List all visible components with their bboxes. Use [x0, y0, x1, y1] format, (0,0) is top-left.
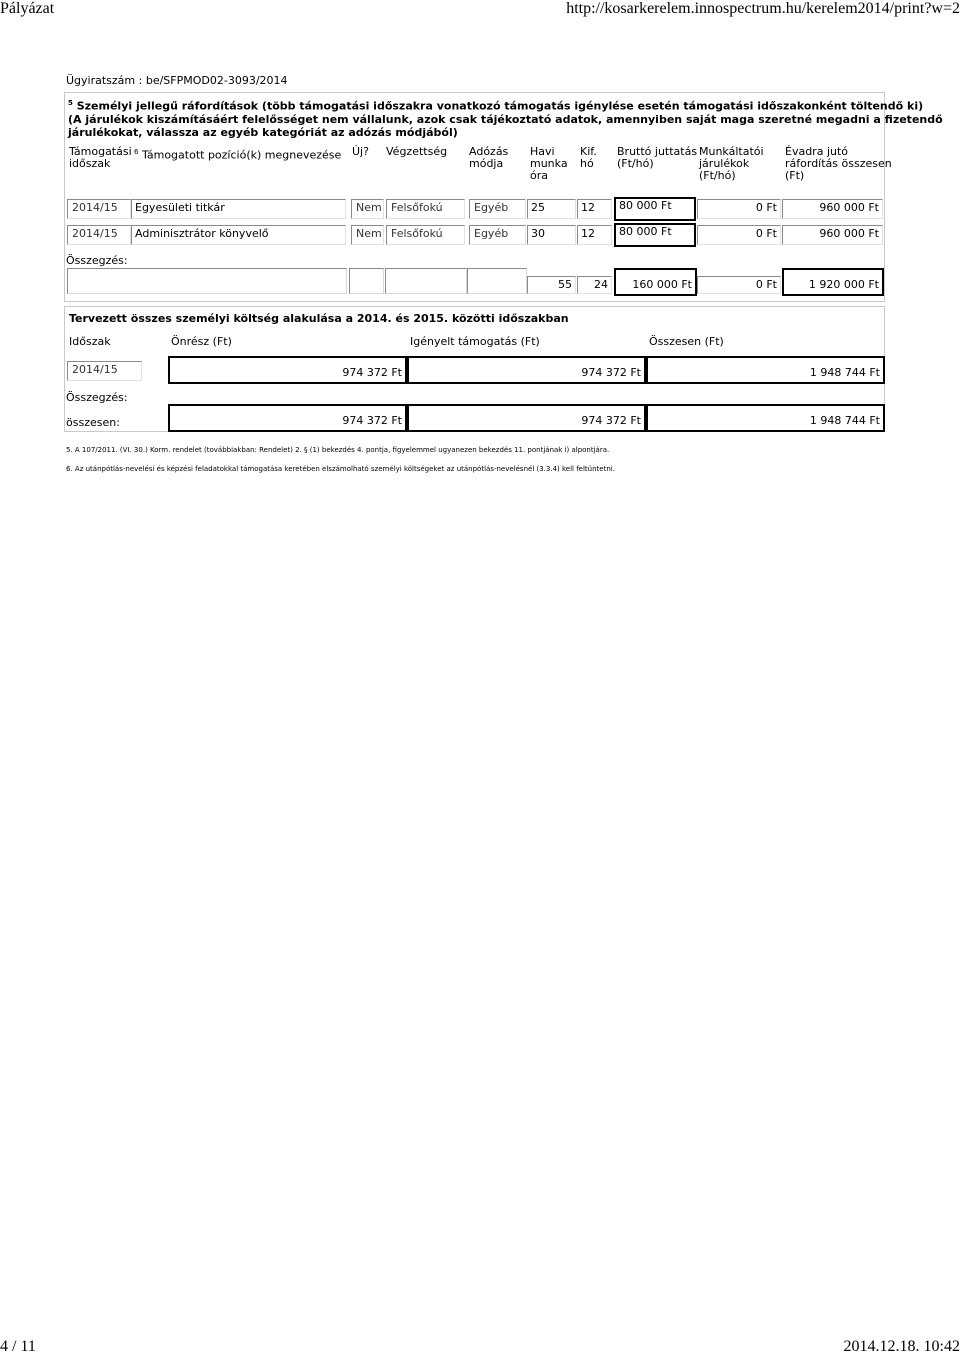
col-header-contributions: Munkáltatói járulékok (Ft/hó) — [699, 145, 764, 182]
col-header-period: Támogatási időszak — [69, 145, 132, 170]
summary-contrib: 0 Ft — [697, 276, 781, 294]
row2-hours-input[interactable]: 30 — [527, 225, 576, 245]
row1-contrib-value: 0 Ft — [697, 199, 781, 219]
row1-hours-input[interactable]: 25 — [527, 199, 576, 219]
footnote-ref-6: 6 — [134, 148, 139, 156]
col-header-tax-mode: Adózás módja — [469, 145, 509, 170]
summary-hours: 55 — [527, 276, 576, 294]
col-header-total-2: Összesen (Ft) — [649, 335, 724, 348]
col-header-requested: Igényelt támogatás (Ft) — [410, 335, 540, 348]
col-header-own: Önrész (Ft) — [171, 335, 232, 348]
footnote-ref-5: 5 — [68, 99, 73, 107]
row1-period-select[interactable]: 2014/15 — [67, 199, 131, 219]
row2-total-value: 960 000 Ft — [782, 225, 883, 245]
footnote-5: 5. A 107/2011. (VI. 30.) Korm. rendelet (továbbiakban: Rendelet) 2. § (1) bekezdés 4. pontja, figyelemmel ugyanezen bekezdés 11. pontjának i) alpontjára. — [66, 446, 610, 454]
footnote-6: 6. Az utánpótlás-nevelési és képzési feladatokkal támogatása keretében elszámolható személyi költségeket az utánpótlás-nevelésnél (3.3.4) kell feltüntetni. — [66, 465, 615, 473]
plan-row-total: 1 948 744 Ft — [646, 356, 885, 384]
section1-summary-label: Összegzés: — [66, 254, 128, 267]
plan-sum-own: 974 372 Ft — [168, 404, 407, 432]
col-header-gross: Bruttó juttatás (Ft/hó) — [617, 145, 698, 170]
row2-education-select[interactable]: Felsőfokú — [386, 225, 465, 245]
row2-new-select[interactable]: Nem — [351, 225, 384, 245]
summary-empty-cell-1 — [67, 268, 347, 294]
row2-gross-input[interactable]: 80 000 Ft — [614, 223, 696, 247]
col-header-period-2: Időszak — [69, 335, 111, 348]
plan-row-own: 974 372 Ft — [168, 356, 407, 384]
col-header-season-total: Évadra jutó ráfordítás összesen (Ft) — [785, 145, 892, 182]
row1-months-input[interactable]: 12 — [577, 199, 612, 219]
section2-title: Tervezett összes személyi költség alakulása a 2014. és 2015. közötti időszakban — [69, 312, 569, 325]
row2-period-select[interactable]: 2014/15 — [67, 225, 131, 245]
col-header-monthly-hours: Havi munka óra — [530, 145, 568, 182]
summary-gross: 160 000 Ft — [614, 268, 697, 296]
row2-months-input[interactable]: 12 — [577, 225, 612, 245]
plan-row-period-select[interactable]: 2014/15 — [67, 361, 142, 381]
row1-tax-select[interactable]: Egyéb — [469, 199, 526, 219]
section1-note-line2: (A járulékok kiszámításáért felelősséget nem vállalunk, azok csak tájékoztató adatok, amennyiben saját maga szeretné megadni a fizetendő — [68, 112, 943, 126]
row1-position-input[interactable]: Egyesületi titkár — [131, 199, 346, 219]
print-header-title: Pályázat — [0, 0, 55, 17]
summary-empty-cell-3 — [385, 268, 467, 294]
plan-sum-requested: 974 372 Ft — [407, 404, 646, 432]
section2-summary-label: Összegzés: — [66, 391, 128, 404]
summary-total: 1 920 000 Ft — [782, 268, 884, 296]
section1-intro — [68, 97, 943, 139]
summary-months: 24 — [577, 276, 612, 294]
row1-education-select[interactable]: Felsőfokú — [386, 199, 465, 219]
section1-note-line3: járulékokat, válassza az egyéb kategóriát az adózás módjából) — [68, 125, 458, 139]
col-header-months: Kif. hó — [580, 145, 597, 170]
row2-tax-select[interactable]: Egyéb — [469, 225, 526, 245]
print-footer-page: 4 / 11 — [0, 1338, 36, 1355]
col-header-education: Végzettség — [386, 145, 448, 158]
col-header-position: $^6$ Támogatott pozíció(k) megnevezése — [134, 148, 342, 162]
print-footer-datetime: 2014.12.18. 10:42 — [843, 1338, 960, 1355]
print-header-url: http://kosarkerelem.innospectrum.hu/kerelem2014/print?w=2 — [566, 0, 960, 17]
plan-row-requested: 974 372 Ft — [407, 356, 646, 384]
col-header-new: Új? — [352, 145, 369, 158]
section1-title: Személyi jellegű ráfordítások (több támogatási időszakra vonatkozó támogatás igénylése esetén támogatási időszakonként töltendő ki) — [76, 99, 924, 113]
summary-empty-cell-4 — [467, 268, 527, 294]
document-id: Ügyiratszám : be/SFPMOD02-3093/2014 — [66, 74, 288, 87]
row2-position-input[interactable]: Adminisztrátor könyvelő — [131, 225, 346, 245]
row1-new-select[interactable]: Nem — [351, 199, 384, 219]
section2-sum-label: összesen: — [66, 416, 120, 429]
row1-gross-input[interactable]: 80 000 Ft — [614, 197, 696, 221]
summary-empty-cell-2 — [349, 268, 384, 294]
row1-total-value: 960 000 Ft — [782, 199, 883, 219]
plan-sum-total: 1 948 744 Ft — [646, 404, 885, 432]
row2-contrib-value: 0 Ft — [697, 225, 781, 245]
